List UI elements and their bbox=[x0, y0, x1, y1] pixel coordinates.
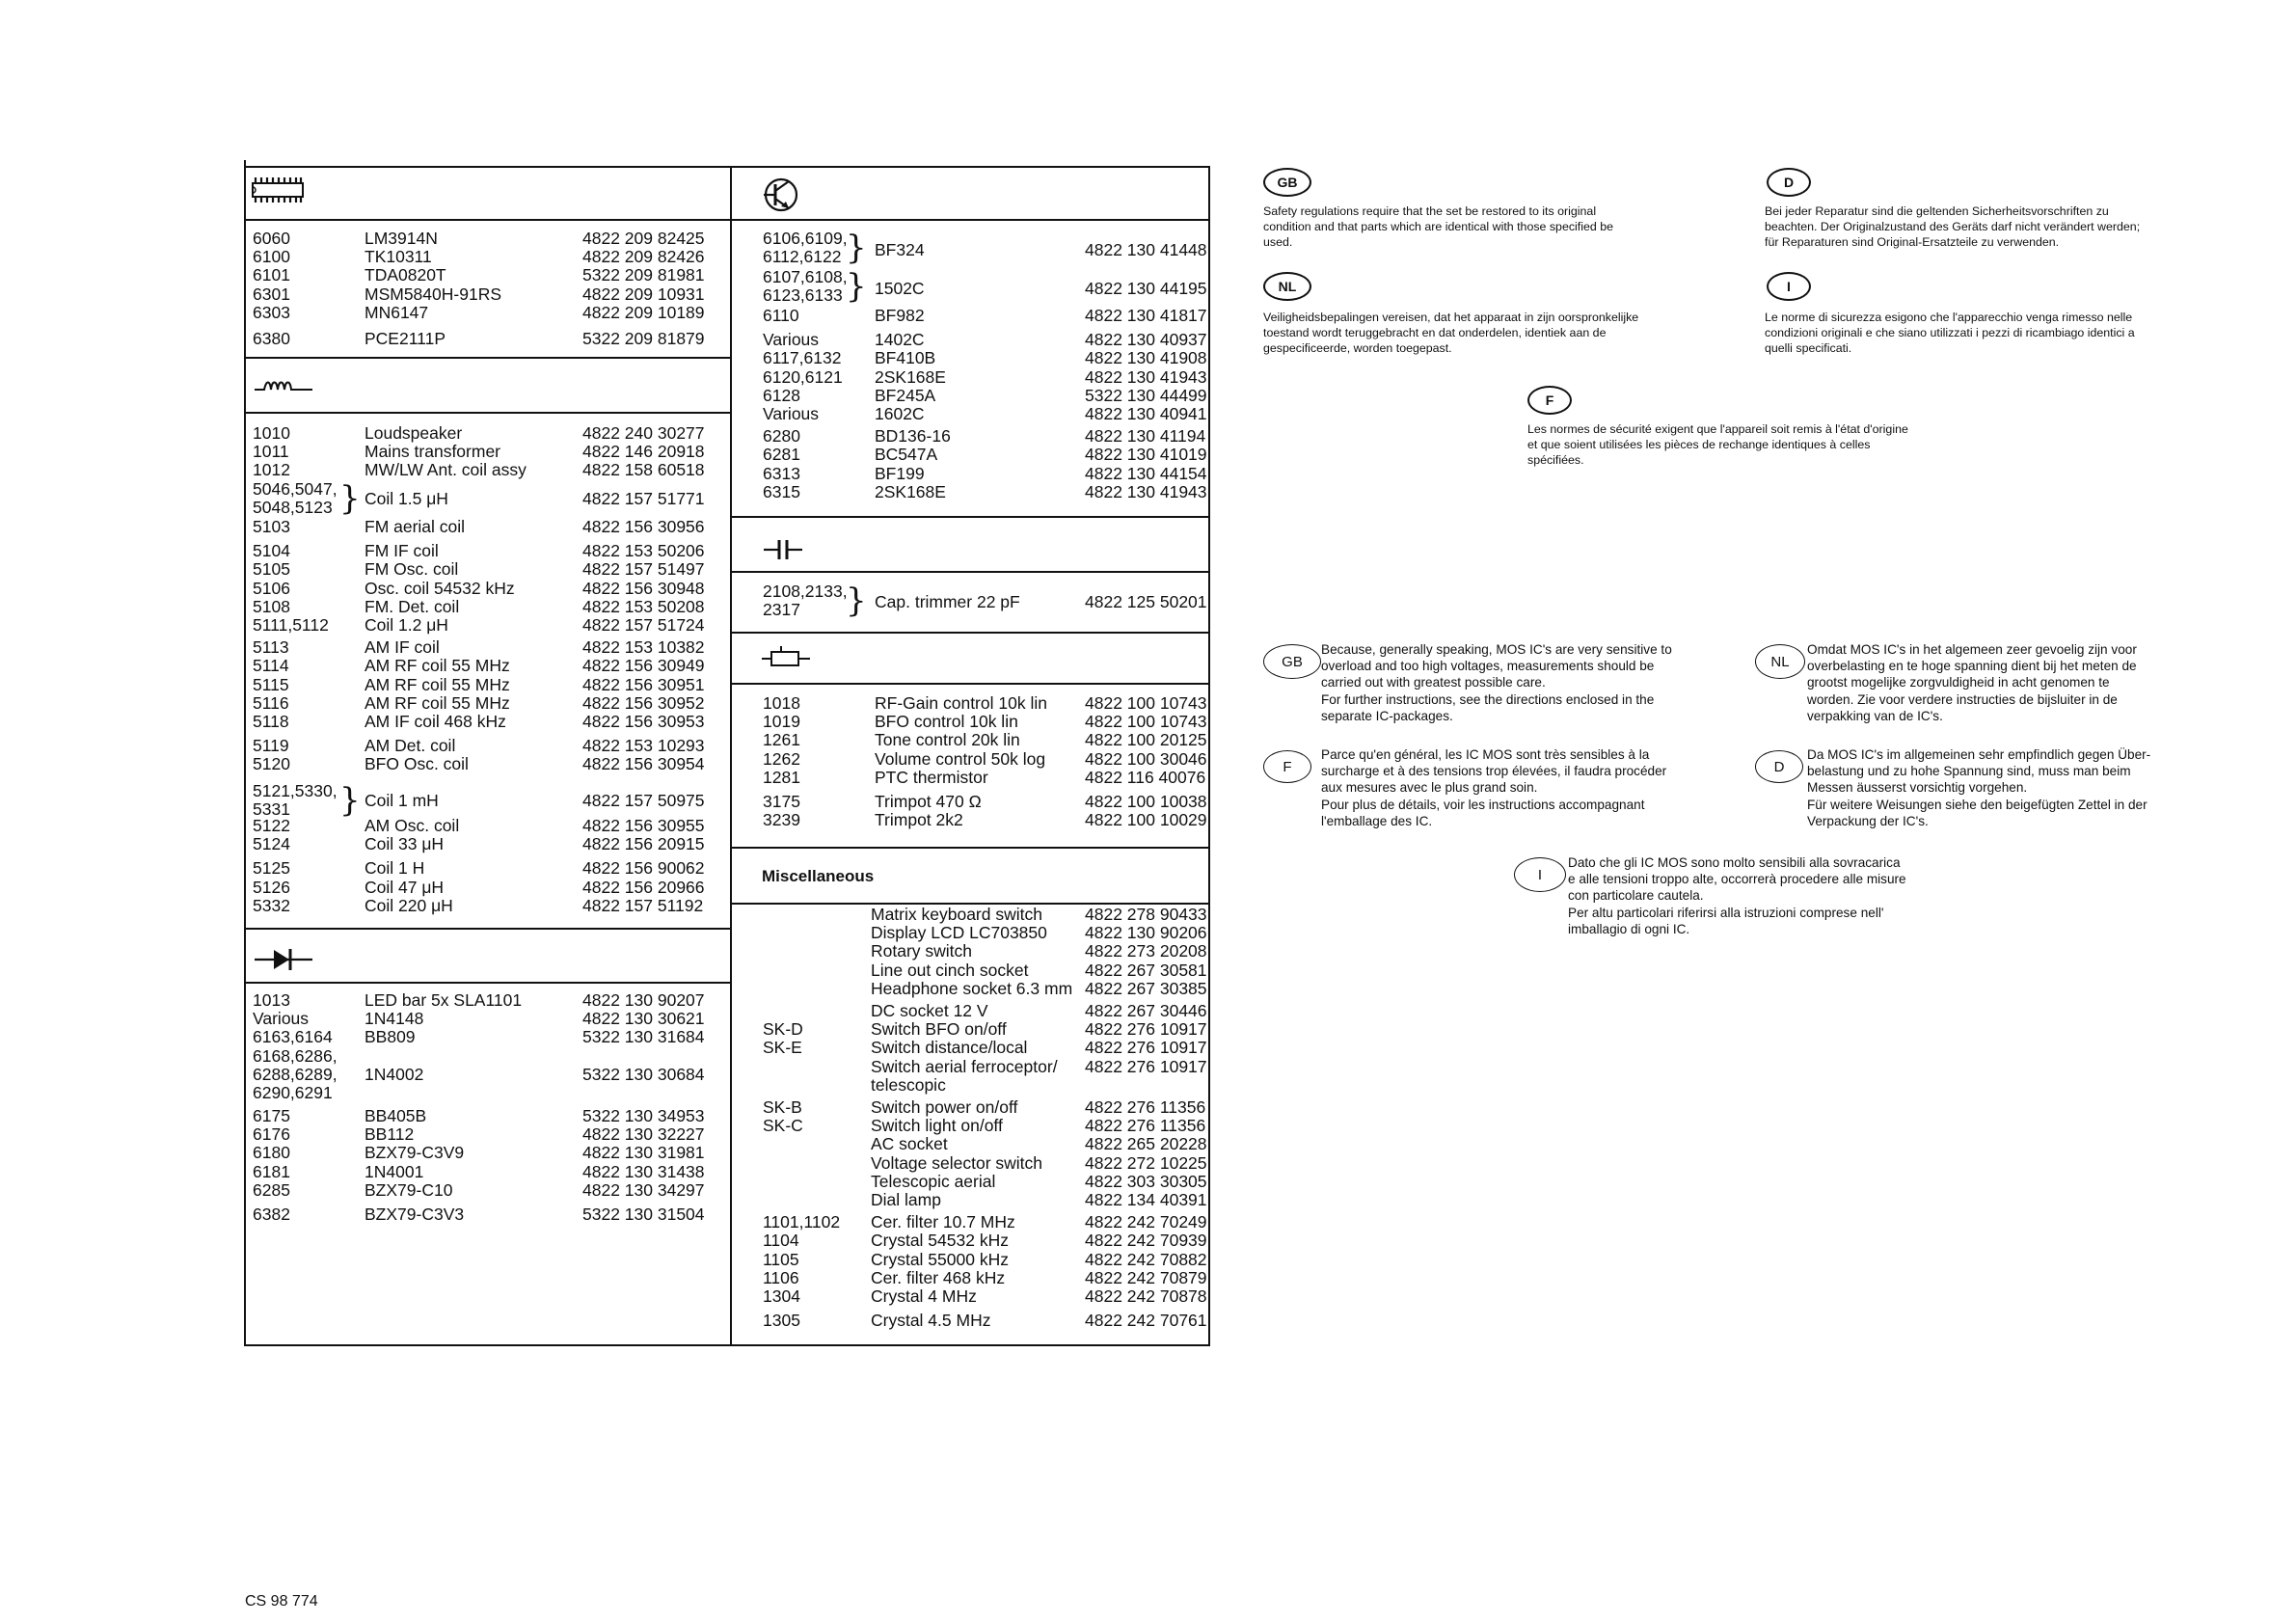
part-description: 1N4148 bbox=[365, 1009, 424, 1029]
ref-number: 6288,6289, bbox=[253, 1065, 338, 1084]
part-description: FM IF coil bbox=[365, 541, 439, 561]
ref-number: SK-C bbox=[763, 1116, 803, 1136]
part-code: 4822 276 10917 bbox=[1085, 1056, 1207, 1076]
part-description: Line out cinch socket bbox=[871, 960, 1029, 980]
part-description: Crystal 4 MHz bbox=[871, 1286, 977, 1306]
ref-number: SK-E bbox=[763, 1038, 802, 1058]
part-description: Switch distance/local bbox=[871, 1038, 1028, 1058]
part-code: 4822 130 41943 bbox=[1085, 366, 1207, 387]
part-description: LM3914N bbox=[365, 229, 438, 248]
ref-number: 5104 bbox=[253, 541, 290, 561]
part-description: Loudspeaker bbox=[365, 423, 463, 443]
part-description: BB809 bbox=[365, 1027, 416, 1047]
part-description: Telescopic aerial bbox=[871, 1171, 996, 1191]
part-description: BB405B bbox=[365, 1106, 427, 1125]
ref-number: 5116 bbox=[253, 692, 289, 713]
part-code: 4822 157 51497 bbox=[582, 559, 705, 580]
part-code: 4822 267 30446 bbox=[1085, 1001, 1207, 1020]
ref-number: 2108,2133, bbox=[763, 582, 848, 601]
part-description: AM Osc. coil bbox=[365, 816, 460, 835]
divider bbox=[244, 412, 732, 414]
part-code: 4822 276 10917 bbox=[1085, 1038, 1207, 1058]
divider bbox=[730, 219, 1210, 221]
part-code: 4822 130 90207 bbox=[582, 990, 705, 1010]
part-description: BF199 bbox=[875, 463, 925, 483]
part-code: 4822 242 70249 bbox=[1085, 1212, 1207, 1232]
part-description: Coil 33 μH bbox=[365, 834, 445, 854]
part-code: 4822 130 41019 bbox=[1085, 445, 1207, 465]
part-description: Coil 47 μH bbox=[365, 877, 445, 897]
part-description: BF410B bbox=[875, 348, 936, 368]
mos-note-gb: Because, generally speaking, MOS IC's are very sensitive to overload and too high voltages, measurements should be carried out with greatest possible care. For further instructions, see the directions enclosed in the separate IC-packages. bbox=[1321, 642, 1672, 723]
part-description: Switch light on/off bbox=[871, 1116, 1003, 1136]
safety-note-d: Bei jeder Reparatur sind die geltenden Sicherheitsvorschriften zu beachten. Der Originalzustand des Geräts darf nicht verändert werden; für Reparaturen sind Original-Ersatzteile zu verwenden. bbox=[1765, 204, 2141, 249]
part-code: 4822 242 70882 bbox=[1085, 1249, 1207, 1269]
ref-number: 5108 bbox=[253, 596, 290, 616]
ref-number: 1305 bbox=[763, 1311, 800, 1331]
part-description: BFO Osc. coil bbox=[365, 754, 469, 774]
part-description: BFO control 10k lin bbox=[875, 712, 1018, 732]
part-description: Trimpot 2k2 bbox=[875, 810, 963, 830]
part-description: Trimpot 470 Ω bbox=[875, 792, 982, 811]
part-code: 4822 209 82425 bbox=[582, 229, 705, 248]
part-description: Cap. trimmer 22 pF bbox=[875, 592, 1020, 611]
coil-icon bbox=[253, 374, 314, 397]
section-title-miscellaneous: Miscellaneous bbox=[762, 867, 875, 885]
part-description: TK10311 bbox=[365, 247, 432, 267]
part-description: Cer. filter 10.7 MHz bbox=[871, 1212, 1015, 1232]
brace-icon: } bbox=[846, 229, 867, 267]
ref-number: 5122 bbox=[253, 816, 290, 835]
part-description: Volume control 50k log bbox=[875, 748, 1046, 769]
part-code: 5322 130 44499 bbox=[1085, 385, 1207, 405]
ref-number: 6120,6121 bbox=[763, 366, 843, 387]
ref-number: 1101,1102 bbox=[763, 1212, 841, 1232]
part-code: 4822 242 70939 bbox=[1085, 1231, 1207, 1251]
part-code: 5322 130 34953 bbox=[582, 1106, 705, 1125]
part-code: 4822 130 41448 bbox=[1085, 240, 1207, 259]
mos-note-f: Parce qu'en général, les IC MOS sont très sensibles à la surcharge et à des tensions trop élevées, il faudra procéder aux mesures avec le plus grand soin. Pour plus de détails, voir les instructions accompagnant l'emballage des IC. bbox=[1321, 747, 1667, 828]
part-description: Voltage selector switch bbox=[871, 1152, 1043, 1173]
part-description: AM IF coil bbox=[365, 637, 440, 658]
mos-note-nl: Omdat MOS IC's in het algemeen zeer gevoelig zijn voor overbelasting en te hoge spanning dient bij het meten de grootst mogelijke zorgvuldigheid in acht genomen te worden. Zie voor verdere instructies de bijsluiter in de verpakking van de IC's. bbox=[1807, 642, 2137, 723]
part-code: 4822 267 30385 bbox=[1085, 978, 1207, 998]
part-description: Coil 1 mH bbox=[365, 791, 439, 810]
part-description: Crystal 4.5 MHz bbox=[871, 1311, 991, 1331]
mos-note-i: Dato che gli IC MOS sono molto sensibili alla sovracarica e alle tensioni troppo alte, occorrerà procedere alle misure con particolare cautela. Per altu particolari riferirsi alla istruzioni comprese nell' imballagio di ogni IC. bbox=[1568, 855, 1906, 936]
part-description: Switch BFO on/off bbox=[871, 1019, 1007, 1040]
part-description: BC547A bbox=[875, 445, 938, 465]
part-code: 5322 130 31684 bbox=[582, 1027, 705, 1047]
part-description: 1N4001 bbox=[365, 1161, 424, 1181]
part-description: Crystal 54532 kHz bbox=[871, 1231, 1009, 1251]
part-description: Cer. filter 468 kHz bbox=[871, 1267, 1006, 1287]
part-description: 1602C bbox=[875, 404, 925, 423]
ic-chip-icon bbox=[251, 174, 305, 208]
ref-number: 6106,6109, bbox=[763, 229, 848, 248]
part-description: BZX79-C3V3 bbox=[365, 1204, 465, 1224]
part-description: PTC thermistor bbox=[875, 767, 988, 787]
part-description: telescopic bbox=[871, 1074, 946, 1095]
ref-number: 5046,5047, bbox=[253, 479, 338, 499]
ref-number: 1010 bbox=[253, 423, 290, 443]
part-code: 4822 130 40937 bbox=[1085, 330, 1207, 350]
lang-badge-gb: GB bbox=[1263, 168, 1311, 197]
part-code: 4822 100 10029 bbox=[1085, 810, 1207, 830]
ref-number: 1261 bbox=[763, 730, 800, 750]
ref-number: Various bbox=[763, 404, 820, 423]
potentiometer-icon bbox=[760, 644, 814, 673]
brace-icon: } bbox=[846, 582, 867, 620]
part-code: 4822 134 40391 bbox=[1085, 1190, 1207, 1209]
ref-number: 6100 bbox=[253, 247, 290, 267]
ref-number: 6315 bbox=[763, 481, 800, 501]
ref-number: 5121,5330, bbox=[253, 781, 338, 800]
divider bbox=[244, 928, 732, 930]
part-description: 1402C bbox=[875, 330, 925, 350]
ref-number: Various bbox=[253, 1009, 310, 1029]
diode-icon bbox=[253, 945, 314, 974]
part-code: 4822 156 30956 bbox=[582, 517, 705, 536]
part-code: 4822 303 30305 bbox=[1085, 1171, 1207, 1191]
part-code: 4822 242 70879 bbox=[1085, 1267, 1207, 1287]
part-code: 4822 276 10917 bbox=[1085, 1019, 1207, 1040]
ref-number: 6180 bbox=[253, 1143, 290, 1163]
part-description: BF982 bbox=[875, 306, 925, 325]
part-description: Headphone socket 6.3 mm bbox=[871, 978, 1073, 998]
ref-number: 6168,6286, bbox=[253, 1046, 338, 1066]
part-code: 4822 146 20918 bbox=[582, 442, 705, 462]
ref-number: 5126 bbox=[253, 877, 290, 897]
part-description: Tone control 20k lin bbox=[875, 730, 1020, 750]
part-code: 5322 209 81981 bbox=[582, 265, 705, 285]
ref-number: 1304 bbox=[763, 1286, 800, 1306]
ref-number: 6128 bbox=[763, 385, 800, 405]
ref-number: 5106 bbox=[253, 578, 290, 598]
lang-badge-i: I bbox=[1767, 272, 1811, 301]
part-code: 4822 157 50975 bbox=[582, 791, 705, 810]
divider bbox=[244, 219, 732, 221]
part-code: 4822 130 31438 bbox=[582, 1161, 705, 1181]
tick-mark bbox=[244, 160, 246, 172]
part-description: BF324 bbox=[875, 240, 925, 259]
part-code: 4822 157 51192 bbox=[582, 895, 704, 915]
ref-number: 3175 bbox=[763, 792, 800, 811]
part-description: FM Osc. coil bbox=[365, 559, 459, 580]
lang-badge-f: F bbox=[1527, 386, 1572, 415]
ref-number: 5120 bbox=[253, 754, 290, 774]
lang-badge-f: F bbox=[1263, 750, 1311, 783]
ref-number: 1106 bbox=[763, 1267, 799, 1287]
part-description: Crystal 55000 kHz bbox=[871, 1249, 1009, 1269]
trimmer-capacitor-icon bbox=[762, 535, 804, 564]
divider bbox=[730, 571, 1210, 573]
part-code: 4822 125 50201 bbox=[1085, 592, 1207, 611]
ref-number: SK-D bbox=[763, 1019, 803, 1040]
part-code: 4822 130 90206 bbox=[1085, 923, 1207, 943]
ref-number: 5331 bbox=[253, 799, 290, 819]
part-code: 4822 130 40941 bbox=[1085, 404, 1207, 423]
ref-number: 2317 bbox=[763, 600, 800, 619]
part-code: 4822 156 30949 bbox=[582, 656, 705, 676]
part-code: 4822 273 20208 bbox=[1085, 941, 1207, 961]
part-code: 4822 156 20966 bbox=[582, 877, 705, 897]
ref-number: 5115 bbox=[253, 674, 289, 694]
part-description: 2SK168E bbox=[875, 366, 946, 387]
ref-number: 5118 bbox=[253, 712, 289, 731]
part-code: 4822 267 30581 bbox=[1085, 960, 1207, 980]
ref-number: 6380 bbox=[253, 329, 290, 348]
part-code: 4822 100 10743 bbox=[1085, 693, 1207, 713]
ref-number: 6060 bbox=[253, 229, 290, 248]
part-code: 4822 153 50208 bbox=[582, 596, 705, 616]
ref-number: 6290,6291 bbox=[253, 1083, 333, 1102]
ref-number: 6107,6108, bbox=[763, 267, 848, 286]
ref-number: 6117,6132 bbox=[763, 348, 842, 368]
ref-number: 3239 bbox=[763, 810, 800, 830]
part-code: 4822 156 30948 bbox=[582, 578, 705, 598]
part-description: BB112 bbox=[365, 1124, 415, 1145]
ref-number: SK-B bbox=[763, 1097, 802, 1117]
part-description: DC socket 12 V bbox=[871, 1001, 988, 1020]
ref-number: 5124 bbox=[253, 834, 290, 854]
part-code: 4822 242 70761 bbox=[1085, 1311, 1207, 1331]
part-code: 4822 130 41943 bbox=[1085, 481, 1207, 501]
part-code: 4822 100 10743 bbox=[1085, 712, 1207, 732]
part-description: MN6147 bbox=[365, 302, 429, 322]
part-code: 4822 209 10189 bbox=[582, 302, 705, 322]
part-code: 4822 130 32227 bbox=[582, 1124, 705, 1145]
ref-number: 6101 bbox=[253, 265, 290, 285]
part-description: FM aerial coil bbox=[365, 517, 466, 536]
ref-number: 6303 bbox=[253, 302, 290, 322]
divider bbox=[244, 357, 732, 359]
ref-number: 5103 bbox=[253, 517, 290, 536]
part-code: 4822 240 30277 bbox=[582, 423, 705, 443]
part-description: Dial lamp bbox=[871, 1190, 941, 1209]
part-description: AM IF coil 468 kHz bbox=[365, 712, 506, 731]
ref-number: 1019 bbox=[763, 712, 800, 732]
part-description: Coil 1 H bbox=[365, 858, 425, 879]
part-code: 4822 130 44154 bbox=[1085, 463, 1207, 483]
part-code: 4822 153 50206 bbox=[582, 541, 705, 561]
ref-number: 1018 bbox=[763, 693, 800, 713]
ref-number: 5113 bbox=[253, 637, 289, 658]
part-description: Mains transformer bbox=[365, 442, 501, 462]
ref-number: 6175 bbox=[253, 1106, 290, 1125]
lang-badge-gb: GB bbox=[1263, 644, 1321, 679]
part-code: 4822 276 11356 bbox=[1085, 1097, 1206, 1117]
part-code: 4822 156 30953 bbox=[582, 712, 705, 731]
part-description: AM RF coil 55 MHz bbox=[365, 674, 510, 694]
brace-icon: } bbox=[339, 479, 361, 518]
divider bbox=[730, 847, 1210, 849]
safety-note-f: Les normes de sécurité exigent que l'appareil soit remis à l'état d'origine et que soient utilisées les pièces de rechange identiques à celles spécifiées. bbox=[1527, 422, 1908, 467]
part-code: 4822 153 10293 bbox=[582, 736, 705, 756]
part-code: 4822 156 30952 bbox=[582, 692, 705, 713]
ref-number: 6112,6122 bbox=[763, 247, 842, 266]
part-description: AM RF coil 55 MHz bbox=[365, 656, 510, 676]
part-code: 4822 130 41908 bbox=[1085, 348, 1207, 368]
part-description: BF245A bbox=[875, 385, 936, 405]
ref-number: 5111,5112 bbox=[253, 615, 329, 635]
part-code: 4822 156 30955 bbox=[582, 816, 705, 835]
part-description: Matrix keyboard switch bbox=[871, 905, 1042, 924]
part-description: FM. Det. coil bbox=[365, 596, 460, 616]
ref-number: 6181 bbox=[253, 1161, 290, 1181]
part-code: 4822 130 34297 bbox=[582, 1179, 705, 1200]
ref-number: 1262 bbox=[763, 748, 800, 769]
divider bbox=[730, 683, 1210, 685]
ref-number: 1104 bbox=[763, 1231, 799, 1251]
part-description: BZX79-C3V9 bbox=[365, 1143, 465, 1163]
part-description: RF-Gain control 10k lin bbox=[875, 693, 1047, 713]
ref-number: 5048,5123 bbox=[253, 498, 333, 517]
ref-number: 6382 bbox=[253, 1204, 290, 1224]
divider bbox=[730, 516, 1210, 518]
part-code: 4822 276 11356 bbox=[1085, 1116, 1206, 1136]
part-description: BD136-16 bbox=[875, 426, 951, 447]
part-description: 2SK168E bbox=[875, 481, 946, 501]
part-code: 4822 209 82426 bbox=[582, 247, 705, 267]
part-description: Display LCD LC703850 bbox=[871, 923, 1047, 943]
ref-number: 5114 bbox=[253, 656, 289, 676]
part-code: 4822 130 41194 bbox=[1085, 426, 1206, 447]
ref-number: 1011 bbox=[253, 442, 289, 462]
safety-note-i: Le norme di sicurezza esigono che l'apparecchio venga rimesso nelle condizioni originali e che siano utilizzati i pezzi di ricambiago identici a quelli specificati. bbox=[1765, 311, 2135, 355]
ref-number: 1012 bbox=[253, 460, 290, 480]
part-description: MW/LW Ant. coil assy bbox=[365, 460, 527, 480]
ref-number: Various bbox=[763, 330, 820, 350]
part-description: 1N4002 bbox=[365, 1065, 424, 1084]
part-code: 4822 265 20228 bbox=[1085, 1134, 1207, 1154]
part-code: 4822 100 20125 bbox=[1085, 730, 1207, 750]
lang-badge-nl: NL bbox=[1755, 644, 1805, 679]
part-code: 4822 130 41817 bbox=[1085, 306, 1207, 325]
part-code: 5322 209 81879 bbox=[582, 329, 705, 348]
ref-number: 6123,6133 bbox=[763, 285, 843, 305]
ref-number: 1013 bbox=[253, 990, 290, 1010]
part-code: 4822 209 10931 bbox=[582, 284, 705, 304]
ref-number: 6163,6164 bbox=[253, 1027, 333, 1047]
part-description: AM Det. coil bbox=[365, 736, 456, 756]
part-code: 4822 242 70878 bbox=[1085, 1286, 1207, 1306]
part-code: 4822 157 51724 bbox=[582, 615, 705, 635]
ref-number: 6110 bbox=[763, 306, 799, 325]
ref-number: 6285 bbox=[253, 1179, 290, 1200]
part-description: Coil 1.5 μH bbox=[365, 489, 448, 508]
mos-note-d: Da MOS IC's im allgemeinen sehr empfindlich gegen Über- belastung und zu hohe Spannung sind, muss man beim Messen äusserst vorsichtig vorgehen. Für weitere Weisungen siehe den beigefügten Zettel in der Verpackung der IC's. bbox=[1807, 747, 2151, 828]
part-code: 4822 157 51771 bbox=[582, 489, 705, 508]
brace-icon: } bbox=[339, 781, 361, 820]
part-code: 4822 130 44195 bbox=[1085, 279, 1207, 298]
document-code: CS 98 774 bbox=[245, 1593, 318, 1610]
lang-badge-i: I bbox=[1514, 857, 1566, 892]
part-description: Rotary switch bbox=[871, 941, 973, 961]
divider bbox=[730, 632, 1210, 634]
safety-note-gb: Safety regulations require that the set be restored to its original condition and that parts which are identical with those specified be used. bbox=[1263, 204, 1613, 249]
part-code: 4822 130 31981 bbox=[582, 1143, 705, 1163]
part-code: 4822 156 30954 bbox=[582, 754, 705, 774]
part-code: 4822 272 10225 bbox=[1085, 1152, 1207, 1173]
part-code: 5322 130 30684 bbox=[582, 1065, 705, 1084]
ref-number: 5119 bbox=[253, 736, 289, 756]
safety-note-nl: Veiligheidsbepalingen vereisen, dat het apparaat in zijn oorspronkelijke toestand wordt teruggebracht en dat onderdelen, identiek aan de gespecificeerde, worden toegepast. bbox=[1263, 311, 1639, 355]
ref-number: 6301 bbox=[253, 284, 290, 304]
part-code: 4822 156 20915 bbox=[582, 834, 705, 854]
part-description: LED bar 5x SLA1101 bbox=[365, 990, 523, 1010]
part-description: Switch power on/off bbox=[871, 1097, 1018, 1117]
part-code: 4822 153 10382 bbox=[582, 637, 705, 658]
part-code: 5322 130 31504 bbox=[582, 1204, 705, 1224]
part-description: 1502C bbox=[875, 279, 925, 298]
part-description: PCE2111P bbox=[365, 329, 446, 348]
ref-number: 6313 bbox=[763, 463, 800, 483]
lang-badge-d: D bbox=[1755, 750, 1803, 783]
part-description: Osc. coil 54532 kHz bbox=[365, 578, 515, 598]
brace-icon: } bbox=[846, 267, 867, 306]
ref-number: 1281 bbox=[763, 767, 800, 787]
ref-number: 6281 bbox=[763, 445, 800, 465]
part-description: Switch aerial ferroceptor/ bbox=[871, 1056, 1058, 1076]
part-code: 4822 130 30621 bbox=[582, 1009, 705, 1029]
part-description: Coil 220 μH bbox=[365, 895, 453, 915]
divider bbox=[244, 982, 732, 984]
part-code: 4822 278 90433 bbox=[1085, 905, 1207, 924]
lang-badge-d: D bbox=[1767, 168, 1811, 197]
part-code: 4822 100 10038 bbox=[1085, 792, 1207, 811]
part-code: 4822 116 40076 bbox=[1085, 767, 1206, 787]
transistor-icon bbox=[762, 176, 800, 214]
part-description: AM RF coil 55 MHz bbox=[365, 692, 510, 713]
ref-number: 1105 bbox=[763, 1249, 799, 1269]
part-description: TDA0820T bbox=[365, 265, 446, 285]
part-code: 4822 156 30951 bbox=[582, 674, 705, 694]
ref-number: 6280 bbox=[763, 426, 800, 447]
part-description: AC socket bbox=[871, 1134, 948, 1154]
lang-badge-nl: NL bbox=[1263, 272, 1311, 301]
ref-number: 5332 bbox=[253, 895, 290, 915]
part-code: 4822 156 90062 bbox=[582, 858, 705, 879]
part-description: MSM5840H-91RS bbox=[365, 284, 501, 304]
part-code: 4822 100 30046 bbox=[1085, 748, 1207, 769]
part-code: 4822 158 60518 bbox=[582, 460, 705, 480]
part-description: Coil 1.2 μH bbox=[365, 615, 448, 635]
ref-number: 5125 bbox=[253, 858, 290, 879]
part-description: BZX79-C10 bbox=[365, 1179, 453, 1200]
ref-number: 5105 bbox=[253, 559, 290, 580]
ref-number: 6176 bbox=[253, 1124, 290, 1145]
